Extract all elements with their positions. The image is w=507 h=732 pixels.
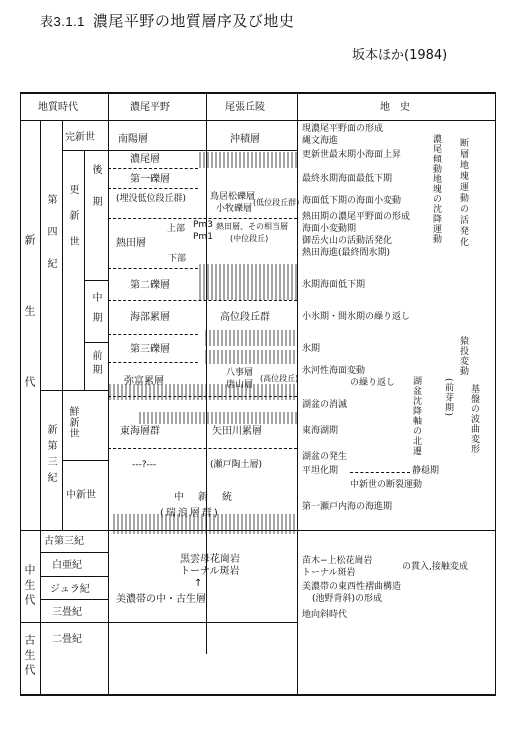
label-pm3: Pm3 <box>193 220 213 230</box>
history-item: 御岳火山の活動活発化 <box>302 236 393 246</box>
stratum-torii: 鳥居松礫層 <box>210 192 256 202</box>
history-basement: 基盤の波曲変形 <box>469 384 479 454</box>
line <box>350 472 410 473</box>
epoch-early: 前期 <box>90 350 101 378</box>
history-item: 氷期 <box>302 344 321 354</box>
col-header-owari: 尾張丘陵 <box>225 102 265 113</box>
stratum-unknown: ---?--- <box>132 460 157 470</box>
history-item: の繰り返し <box>350 378 396 388</box>
history-basin-axis: 湖盆沈降軸の北遷 <box>411 376 421 456</box>
history-item: 海面小変動期 <box>302 224 357 234</box>
epoch-middle: 中期 <box>90 292 101 332</box>
epoch-holocene: 完新世 <box>65 132 95 143</box>
stratum-nanyo: 南陽層 <box>118 134 148 145</box>
col-header-era: 地質時代 <box>38 102 78 113</box>
stratum-ama: 海部累層 <box>130 312 170 323</box>
history-item: トーナル斑岩 <box>302 568 356 578</box>
history-item: 熱田期の濃尾平野面の形成 <box>302 212 411 222</box>
table-title <box>40 10 294 31</box>
history-item: (池野背斜)の形成 <box>312 594 383 604</box>
rock-mino-belt: 美濃帯の中・古生層 <box>116 594 206 605</box>
stratum-miocene-series: 中 新 統 <box>174 492 234 503</box>
history-item: 苗木−上松花崗岩 <box>302 556 373 566</box>
history-item: 熱田海進(最終間氷期) <box>302 248 391 258</box>
history-item: 地向斜時代 <box>302 610 348 620</box>
stratum-karayama: 唐山層 <box>226 380 254 390</box>
history-item: 氷期海面低下期 <box>302 280 366 290</box>
stratum-high-terrace2: (高位段丘) <box>260 374 299 383</box>
stratum-mid-terrace: (中位段丘) <box>230 234 269 243</box>
history-item: の貫入,接触変成 <box>402 562 468 572</box>
stratum-gravel1: 第一礫層 <box>130 174 170 185</box>
era-mesozoic: 中生代 <box>23 564 36 609</box>
history-item: 小氷期・間氷期の繰り返し <box>302 312 411 322</box>
epoch-miocene: 中新世 <box>66 490 96 501</box>
epoch-pliocene: 鮮新世 <box>67 406 78 439</box>
period-permian: 二畳紀 <box>52 634 82 645</box>
history-item: 湖盆の発生 <box>302 452 348 462</box>
stratum-mizunami: (瑞浪層群) <box>160 508 220 519</box>
stratum-buried-terrace: (埋没低位段丘群) <box>116 194 187 204</box>
arrow-up-icon: ↑ <box>194 578 203 589</box>
period-cretaceous: 白亜紀 <box>52 560 82 571</box>
stratum-gravel2: 第二礫層 <box>130 280 170 291</box>
stratum-hachigoto: 八事層 <box>226 368 254 378</box>
col-header-history: 地 史 <box>380 102 410 113</box>
period-paleogene: 古第三紀 <box>44 536 84 547</box>
history-item: 縄文海進 <box>302 136 339 146</box>
label-lower: 下部 <box>168 254 187 264</box>
rock-biotite-granite: 黒雲母花崗岩 <box>180 554 240 565</box>
period-jurassic: ジュラ紀 <box>50 584 90 595</box>
epoch-pleistocene: 更新世 <box>67 184 78 262</box>
stratum-high-terrace: 高位段丘群 <box>220 312 270 323</box>
history-sanage: 猿投変動 <box>458 336 468 376</box>
label-pm1: Pm1 <box>193 232 213 242</box>
unconformity-hatching <box>20 94 496 694</box>
table-number: 表3.1.1 <box>40 14 85 29</box>
history-item: 最終氷期海面最低下期 <box>302 174 393 184</box>
history-item: 美濃帯の東西性褶曲構造 <box>302 582 402 592</box>
history-item: 現濃尾平野面の形成 <box>302 124 384 134</box>
period-neogene: 新第三紀 <box>45 424 56 488</box>
era-paleozoic: 古生代 <box>23 634 36 679</box>
history-item: 中新世の断裂運動 <box>350 480 423 490</box>
history-early-phase: (前芽期) <box>443 378 453 418</box>
period-quaternary: 第四紀 <box>45 194 56 290</box>
history-item: 更新世最末期小海面上昇 <box>302 150 402 160</box>
history-item: 氷河性海面変動 <box>302 366 366 376</box>
line <box>297 530 495 531</box>
stratigraphy-table <box>20 92 496 696</box>
stratum-gravel3: 第三礫層 <box>130 344 170 355</box>
stratum-komaki: 小牧礫層 <box>216 204 253 214</box>
stratum-nobi: 濃尾層 <box>130 154 160 165</box>
history-item: 海面低下期の海面小変動 <box>302 196 402 206</box>
history-fault-block: 断層地塊運動の活発化 <box>458 138 468 248</box>
rock-tonalite: トーナル斑岩 <box>180 566 240 577</box>
history-item: 平坦化期 <box>302 466 339 476</box>
history-tilting: 濃尾傾動地塊の沈降運動 <box>431 134 441 244</box>
history-item: 東海湖期 <box>302 426 339 436</box>
history-item: 第一瀬戸内海の海進期 <box>302 502 393 512</box>
epoch-late: 後期 <box>90 164 101 228</box>
table-title-text: 濃尾平野の地質層序及び地史 <box>92 12 295 30</box>
col-header-nobi: 濃尾平野 <box>130 102 170 113</box>
history-item: 湖盆の消滅 <box>302 400 348 410</box>
period-triassic: 三畳紀 <box>52 607 82 618</box>
stratum-yadagawa: 矢田川累層 <box>212 426 262 437</box>
history-item: 静穏期 <box>412 466 440 476</box>
era-cenozoic: 新生代 <box>23 234 36 447</box>
stratum-tokai: 東海層群 <box>120 426 160 437</box>
stratum-yatomi: 弥富累層 <box>124 376 164 387</box>
stratum-chuseki: 沖積層 <box>230 134 260 145</box>
stratum-atsuta: 熱田層 <box>116 238 146 249</box>
label-upper: 上部 <box>167 224 186 234</box>
stratum-atsuta-equiv: 熱田層、その相当層 <box>216 222 288 231</box>
stratum-seto: (瀬戸陶土層) <box>210 460 263 470</box>
source-citation: 坂本ほか(1984) <box>352 48 448 63</box>
stratum-low-terrace: (低位段丘群) <box>253 198 300 207</box>
